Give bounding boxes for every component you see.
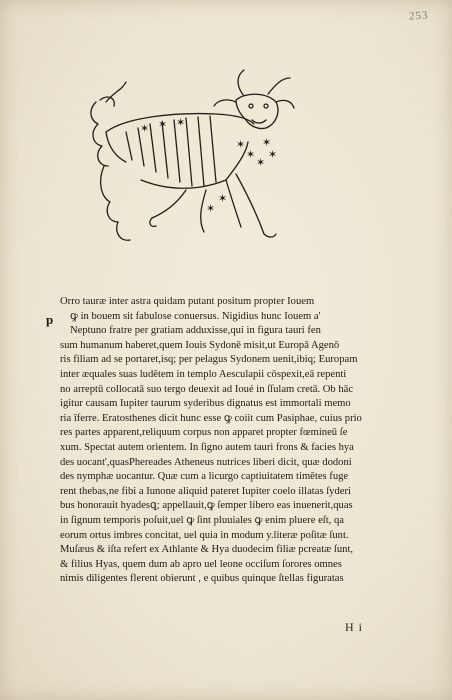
- body-text: [60, 295, 390, 587]
- taurus-woodcut-svg: [86, 62, 306, 252]
- text-line: no arreptū collocatā suo tergo deuexit ad Ioué in ſſulam cretā. Ob hāc: [60, 383, 354, 395]
- marginal-initial: p: [46, 312, 54, 327]
- svg-text:✶: ✶: [268, 148, 278, 161]
- text-line: des nymphæ uocantur. Quæ cum a licurgo captiuitatem timētes fuge: [60, 471, 349, 483]
- svg-text:✶: ✶: [176, 116, 186, 129]
- text-line: des uocant',quasPhereades Atheneus nutrices liberi dicit, quæ dodoni: [60, 456, 352, 468]
- text-line: Neptuno fratre per gratiam adduxisse,qui in figura tauri fen: [70, 325, 321, 337]
- folio-number: 253: [408, 9, 429, 23]
- svg-text:✶: ✶: [256, 156, 266, 169]
- text-line: ris filiam ad se portaret,isq; per pelagus Sydonem uenit,ibiq; Europam: [60, 354, 358, 366]
- svg-text:✶: ✶: [218, 192, 228, 205]
- text-line: Muſæus & iſta refert ex Athlante & Hya duodecim filiæ pcreatæ ſunt,: [60, 544, 354, 556]
- text-line: inter æquales suas ludētem in templo Aesculapii cōspexit,eā repenti: [60, 368, 347, 380]
- text-line: igitur causam Iupiter taurum syderibus dignatus est immortali memo: [60, 398, 351, 410]
- svg-text:✶: ✶: [140, 122, 150, 135]
- text-line: sum humanum haberet,quem Iouis Sydonē misit,ut Europā Agenō: [60, 339, 340, 351]
- text-line: nimis diligentes flerent obierunt , e quibus quinque ſtellas figuratas: [60, 573, 344, 585]
- svg-text:✶: ✶: [246, 148, 256, 161]
- svg-text:✶: ✶: [262, 136, 272, 149]
- taurus-woodcut-illustration: [86, 62, 306, 252]
- page-signature: H i: [345, 620, 363, 634]
- text-line: ꝙ in bouem sit fabulose conuersus. Nigidius hunc Iouem a': [70, 310, 321, 322]
- text-line: in ſignum temporis poſuit,uel ꝙ ſint pluuiales ꝙ enim pluere eſt, qa: [60, 514, 344, 526]
- text-line: Orro tauræ inter astra quidam putant positum propter Iouem: [60, 296, 315, 307]
- text-line: eorum ortus imbres concitat, uel quia in modum y.literæ poſitæ ſunt.: [60, 529, 349, 541]
- svg-text:✶: ✶: [158, 118, 168, 131]
- svg-text:✶: ✶: [206, 202, 216, 215]
- text-line: bus honorauit hyadesꝗ; appellauit,ꝙ ſemper libero eas inuenerit,quas: [60, 500, 353, 512]
- text-line: xum. Spectat autem orientem. In ſigno autem tauri frons & facies hya: [60, 441, 354, 453]
- text-line: rent thebas,ne fibi a Iunone aliquid pateret Iupiter coelo illatas ſyderi: [60, 485, 351, 497]
- text-line: & filius Hyas, quem dum ab apro uel leone occiſum ſorores omnes: [60, 558, 342, 570]
- text-line: ria īferre. Eratosthenes dicit hunc esse ꝙ coiit cum Pasiphae, cuius prio: [60, 412, 362, 424]
- svg-text:✶: ✶: [236, 138, 246, 151]
- text-line: res partes apparent,reliquum corpus non apparet propter fœmineū ſe: [60, 427, 348, 439]
